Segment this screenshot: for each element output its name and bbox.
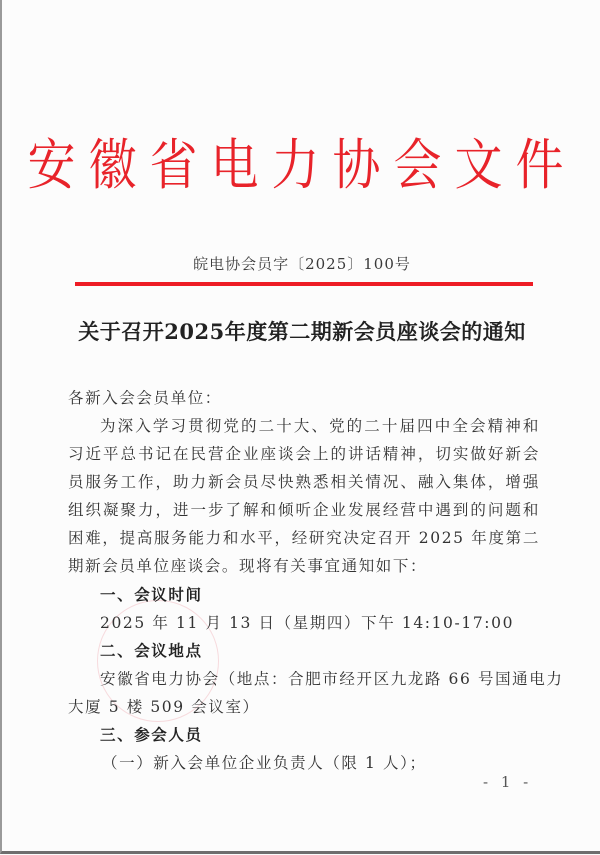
red-divider-line <box>75 282 533 286</box>
intro-paragraph: 为深入学习贯彻党的二十大、党的二十届四中全会精神和习近平总书记在民营企业座谈会上的讲话精神，切实做好新会员服务工作，助力新会员尽快熟悉相关情况、融入集体，增强组织凝聚力，进一步了解和倾听企业发展经营中遇到的问题和困难，提高服务能力和水平，经研究决定召开 2025 年度第二期新会员单位座谈会。现将有关事宜通知如下： <box>68 417 540 575</box>
section-heading-location: 二、会议地点 <box>100 641 203 660</box>
notice-title: 关于召开2025年度第二期新会员座谈会的通知 <box>78 319 526 344</box>
attendees-item-1: （一）新入会单位企业负责人（限 1 人）； <box>102 754 427 772</box>
meeting-time-text: 2025 年 11 月 13 日（星期四）下午 14:10-17:00 <box>100 614 515 632</box>
page-number: - 1 - <box>483 773 533 791</box>
document-number: 皖电协会员字〔2025〕100号 <box>193 255 411 273</box>
section-heading-attendees: 三、参会人员 <box>100 725 203 744</box>
masthead-title: 安徽省电力协会文件 <box>27 133 577 198</box>
meeting-location-line-2: 大厦 5 楼 509 会议室） <box>68 698 260 716</box>
meeting-location-line-1: 安徽省电力协会（地点：合肥市经开区九龙路 66 号国通电力 <box>100 670 564 688</box>
salutation: 各新入会会员单位： <box>68 389 222 407</box>
section-heading-time: 一、会议时间 <box>100 585 203 604</box>
